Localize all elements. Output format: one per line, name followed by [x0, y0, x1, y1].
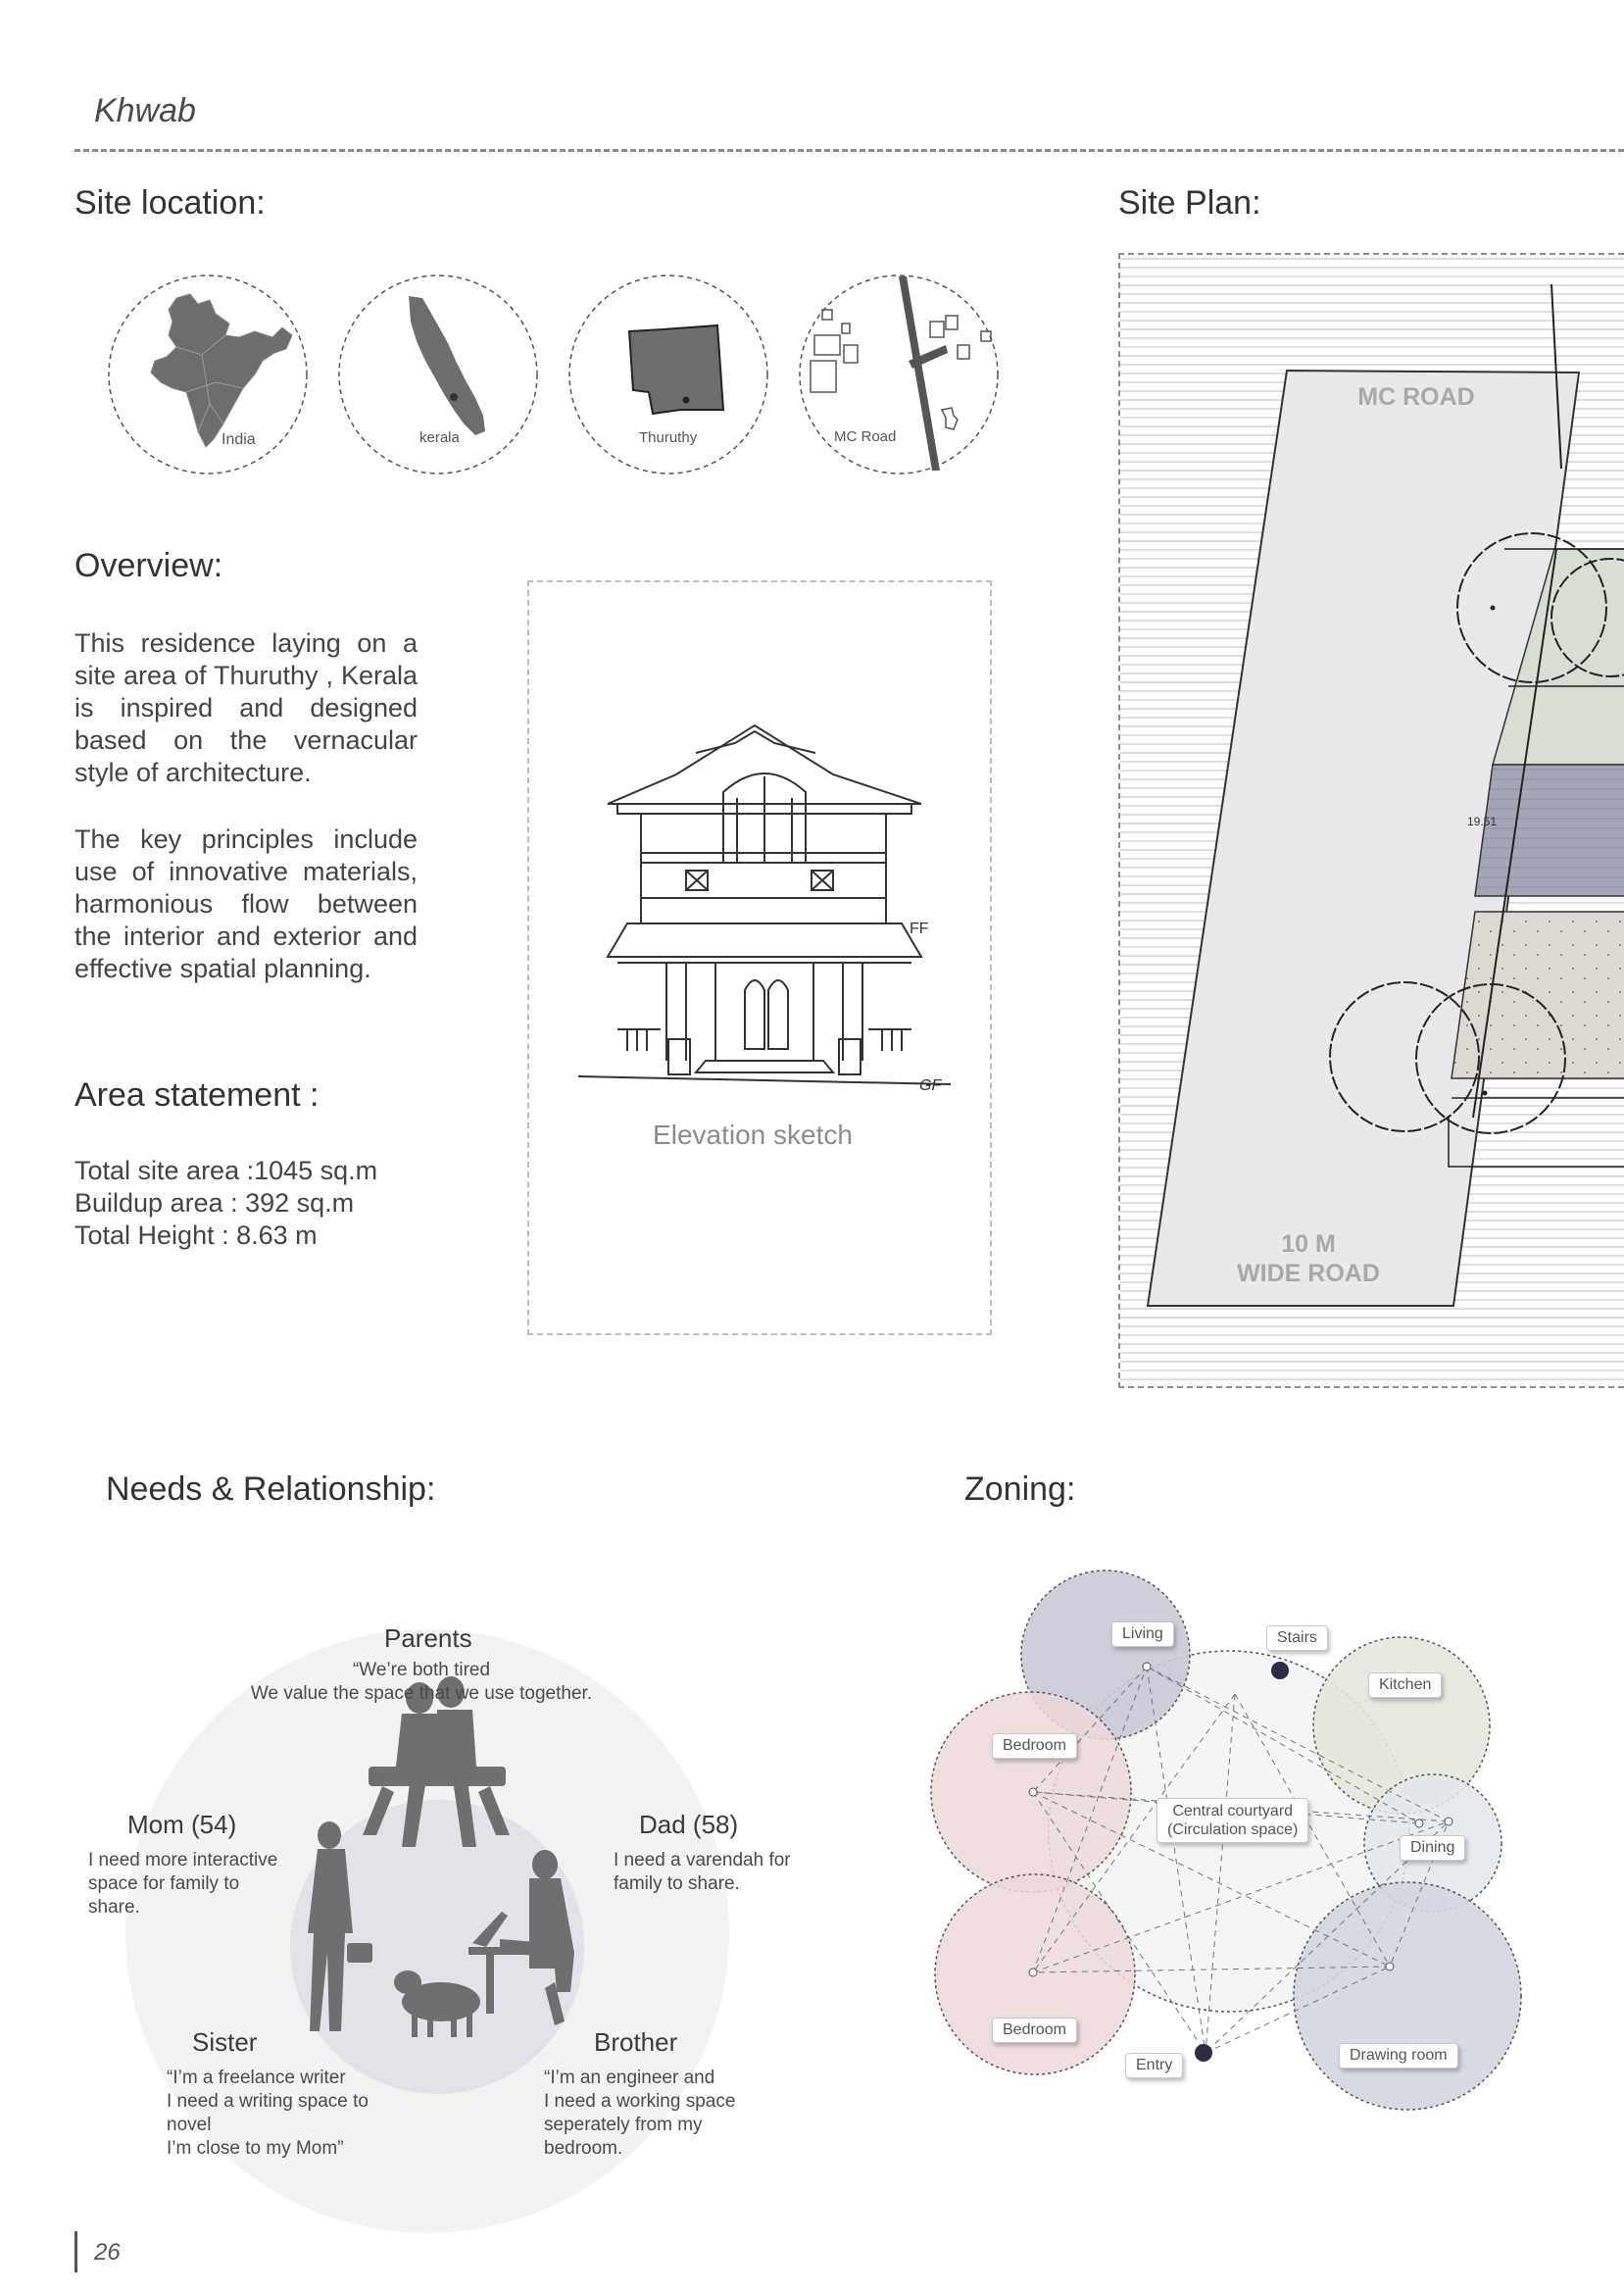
- site-plan-frame: [1118, 253, 1624, 1388]
- sister-text-line2: I need a writing space to: [167, 2091, 369, 2112]
- mom-text: I need more interactive space for family to share.: [88, 1850, 278, 1918]
- parents-quote-line2: We value the space that we use together.: [250, 1683, 593, 1704]
- overview-paragraph-1: This residence laying on a site area of Thuruthy , Kerala is inspired and designed based on the vernacular style of architecture.: [74, 628, 418, 787]
- parents-name: Parents: [384, 1623, 472, 1653]
- elevation-sketch-drawing: [559, 706, 970, 1118]
- sister-text-line4: I’m close to my Mom”: [167, 2138, 344, 2159]
- india-map-icon: [109, 275, 307, 474]
- svg-text:GF: GF: [919, 1077, 942, 1094]
- svg-text:kerala: kerala: [419, 429, 460, 446]
- overview-paragraph-2: The key principles include use of innovative materials, harmonious flow between the interior and exterior and effective spatial planning.: [74, 824, 418, 983]
- sister-text-line3: novel: [167, 2115, 212, 2135]
- area-total-site: Total site area :1045 sq.m: [74, 1156, 378, 1185]
- area-buildup: Buildup area : 392 sq.m: [74, 1188, 355, 1218]
- site-plan-heading: Site Plan:: [1118, 184, 1261, 222]
- brother-text-line3: seperately from my: [544, 2115, 703, 2135]
- zone-bedroom-top-tag: Bedroom: [992, 1733, 1077, 1759]
- kerala-map-icon: [339, 275, 537, 474]
- elevation-sketch-caption: Elevation sketch: [653, 1120, 853, 1150]
- page-number: 26: [94, 2239, 121, 2266]
- svg-text:FF: FF: [910, 921, 929, 937]
- brother-name: Brother: [594, 2027, 678, 2057]
- dad-name: Dad (58): [639, 1810, 739, 1839]
- zone-bedroom-bottom-tag: Bedroom: [992, 2018, 1077, 2043]
- brother-text-line1: “I’m an engineer and: [544, 2068, 715, 2088]
- site-location-maps: [108, 267, 1039, 487]
- svg-text:India: India: [221, 431, 256, 448]
- zone-living-tag: Living: [1111, 1621, 1174, 1647]
- header-divider: [74, 149, 1624, 152]
- overview-heading: Overview:: [74, 547, 223, 584]
- site-location-heading: Site location:: [74, 184, 266, 222]
- zoning-heading: Zoning:: [964, 1471, 1076, 1508]
- mc-road-map-icon: [800, 275, 998, 474]
- svg-text:19.51: 19.51: [1467, 815, 1498, 828]
- svg-text:Thuruthy: Thuruthy: [639, 429, 698, 446]
- zone-kitchen-tag: Kitchen: [1368, 1672, 1442, 1698]
- brother-text-line2: I need a working space: [544, 2091, 736, 2112]
- site-plan-drawing: [1120, 255, 1624, 1388]
- page-number-bar: [74, 2231, 77, 2272]
- dad-text: I need a varendah for family to share.: [614, 1850, 791, 1894]
- svg-text:MC Road: MC Road: [834, 428, 897, 445]
- zone-dining-tag: Dining: [1400, 1835, 1465, 1861]
- brother-text-line4: bedroom.: [544, 2138, 623, 2159]
- zone-drawing-room-tag: Drawing room: [1339, 2043, 1458, 2069]
- zone-stairs-tag: Stairs: [1266, 1625, 1328, 1651]
- site-plan-road-bottom-line2: WIDE ROAD: [1237, 1260, 1380, 1287]
- mom-name: Mom (54): [127, 1810, 237, 1839]
- area-statement-heading: Area statement :: [74, 1076, 320, 1114]
- document-title: Khwab: [94, 92, 196, 129]
- needs-heading: Needs & Relationship:: [106, 1471, 436, 1508]
- zone-courtyard-tag: Central courtyard (Circulation space): [1156, 1798, 1308, 1843]
- thuruthy-map-icon: [569, 275, 767, 474]
- area-total-height: Total Height : 8.63 m: [74, 1221, 318, 1250]
- site-plan-road-bottom-line1: 10 M: [1281, 1230, 1336, 1258]
- parents-quote-line1: “We’re both tired: [352, 1660, 491, 1680]
- sister-name: Sister: [192, 2027, 258, 2057]
- site-plan-road-top: MC ROAD: [1357, 383, 1475, 411]
- sister-text-line1: “I’m a freelance writer: [167, 2068, 346, 2088]
- zone-entry-tag: Entry: [1125, 2053, 1183, 2078]
